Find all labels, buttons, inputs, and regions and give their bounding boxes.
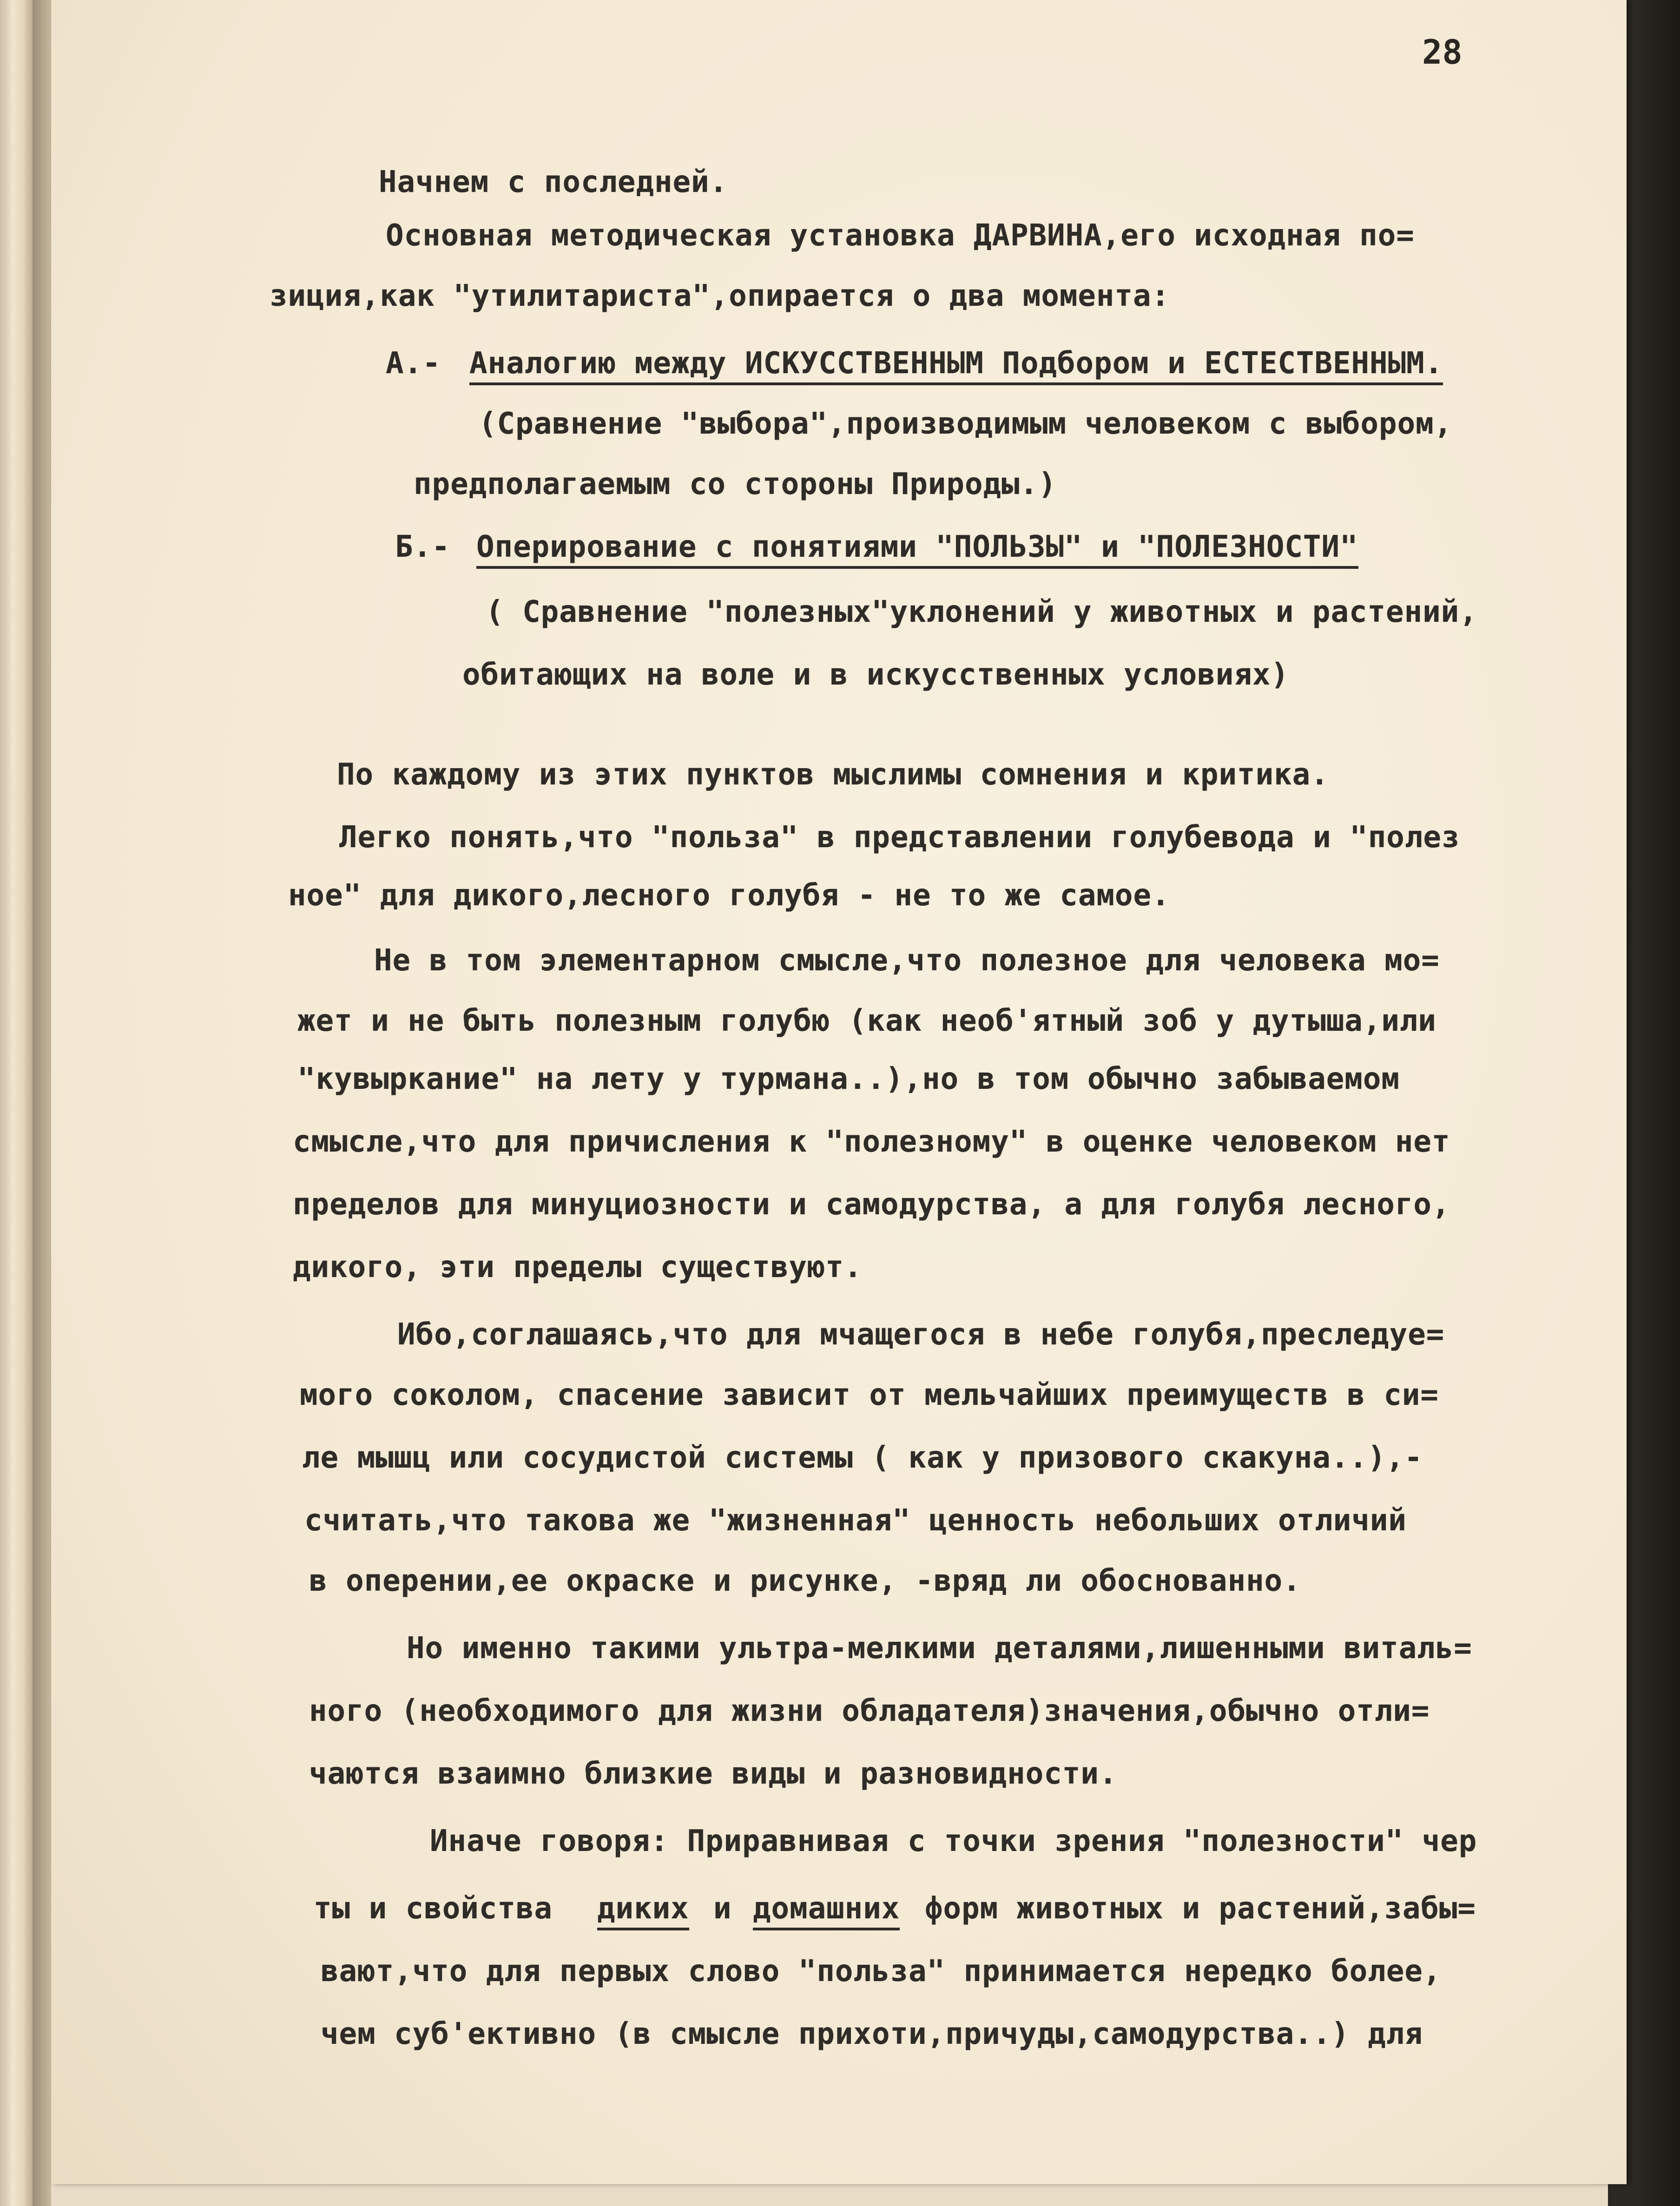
item-marker-b: Б.- — [395, 530, 450, 564]
text-line: ного (необходимого для жизни обладателя)значения,обычно отли= — [309, 1694, 1430, 1728]
page-number: 28 — [1422, 33, 1463, 72]
text-line: ле мышц или сосудистой системы ( как у призового скакуна..),- — [302, 1441, 1423, 1475]
text-line: жет и не быть полезным голубю (как необ'ятный зоб у дутыша,или — [297, 1004, 1436, 1038]
text-line: мого соколом, спасение зависит от мельчайших преимуществ в си= — [300, 1378, 1439, 1412]
item-a-heading: Аналогию между ИСКУССТВЕННЫМ Подбором и ЕСТЕСТВЕННЫМ. — [469, 346, 1443, 385]
text-line: смысле,что для причисления к "полезному" в оценке человеком нет — [293, 1125, 1450, 1159]
text-line: пределов для минуциозности и самодурства, а для голубя лесного, — [293, 1187, 1450, 1222]
binding-shadow — [33, 0, 51, 2206]
underlined-word: диких — [597, 1891, 689, 1930]
text-line: дикого, эти пределы существуют. — [293, 1250, 863, 1284]
text-line: Не в том элементарном смысле,что полезное для человека мо= — [374, 943, 1440, 978]
text-line: Основная методическая установка ДАРВИНА,его исходная по= — [386, 218, 1415, 253]
item-b-heading: Оперирование с понятиями "ПОЛЬЗЫ" и "ПОЛЕЗНОСТИ" — [476, 530, 1358, 569]
text-line: По каждому из этих пунктов мыслимы сомнения и критика. — [337, 757, 1329, 792]
text-line: Но именно такими ультра-мелкими деталями,лишенными виталь= — [407, 1631, 1472, 1666]
text-line: Ибо,соглашаясь,что для мчащегося в небе голубя,преследуе= — [397, 1317, 1445, 1352]
text-line: "кувыркание" на лету у турмана..),но в том обычно забываемом — [297, 1062, 1400, 1096]
text-line: ты и свойства — [314, 1891, 553, 1926]
typewritten-page — [51, 0, 1627, 2184]
underlined-word: домашних — [753, 1891, 900, 1930]
text-line: Легко понять,что "польза" в представлении голубевода и "полез — [339, 820, 1460, 855]
text-line: предполагаемым со стороны Природы.) — [414, 467, 1057, 501]
text-line: в оперении,ее окраске и рисунке, -вряд ли обоснованно. — [309, 1564, 1301, 1598]
text-line: зиция,как "утилитариста",опирается о два момента: — [270, 279, 1170, 313]
text-line: считать,что такова же "жизненная" ценность небольших отличий — [304, 1503, 1407, 1538]
text-line: обитающих на воле и в искусственных условиях) — [462, 658, 1289, 692]
text-line: и — [713, 1891, 732, 1926]
text-line: вают,что для первых слово "польза" принимается нередко более, — [321, 1954, 1442, 1989]
text-line: (Сравнение "выбора",производимым человеком с выбором, — [479, 407, 1453, 441]
text-line: чаются взаимно близкие виды и разновидности. — [309, 1757, 1118, 1791]
text-line: чем суб'ективно (в смысле прихоти,причуды,самодурства..) для — [321, 2017, 1423, 2051]
item-marker-a: А.- — [386, 346, 441, 381]
text-line: форм животных и растений,забы= — [925, 1891, 1476, 1926]
text-line: Иначе говоря: Приравнивая с точки зрения "полезности" чер — [430, 1824, 1477, 1858]
text-line: Начнем с последней. — [379, 165, 728, 199]
binding-edge — [0, 0, 33, 2206]
text-line: ( Сравнение "полезных"уклонений у животных и растений, — [486, 595, 1478, 629]
text-line: ное" для дикого,лесного голубя - не то же самое. — [288, 878, 1170, 913]
